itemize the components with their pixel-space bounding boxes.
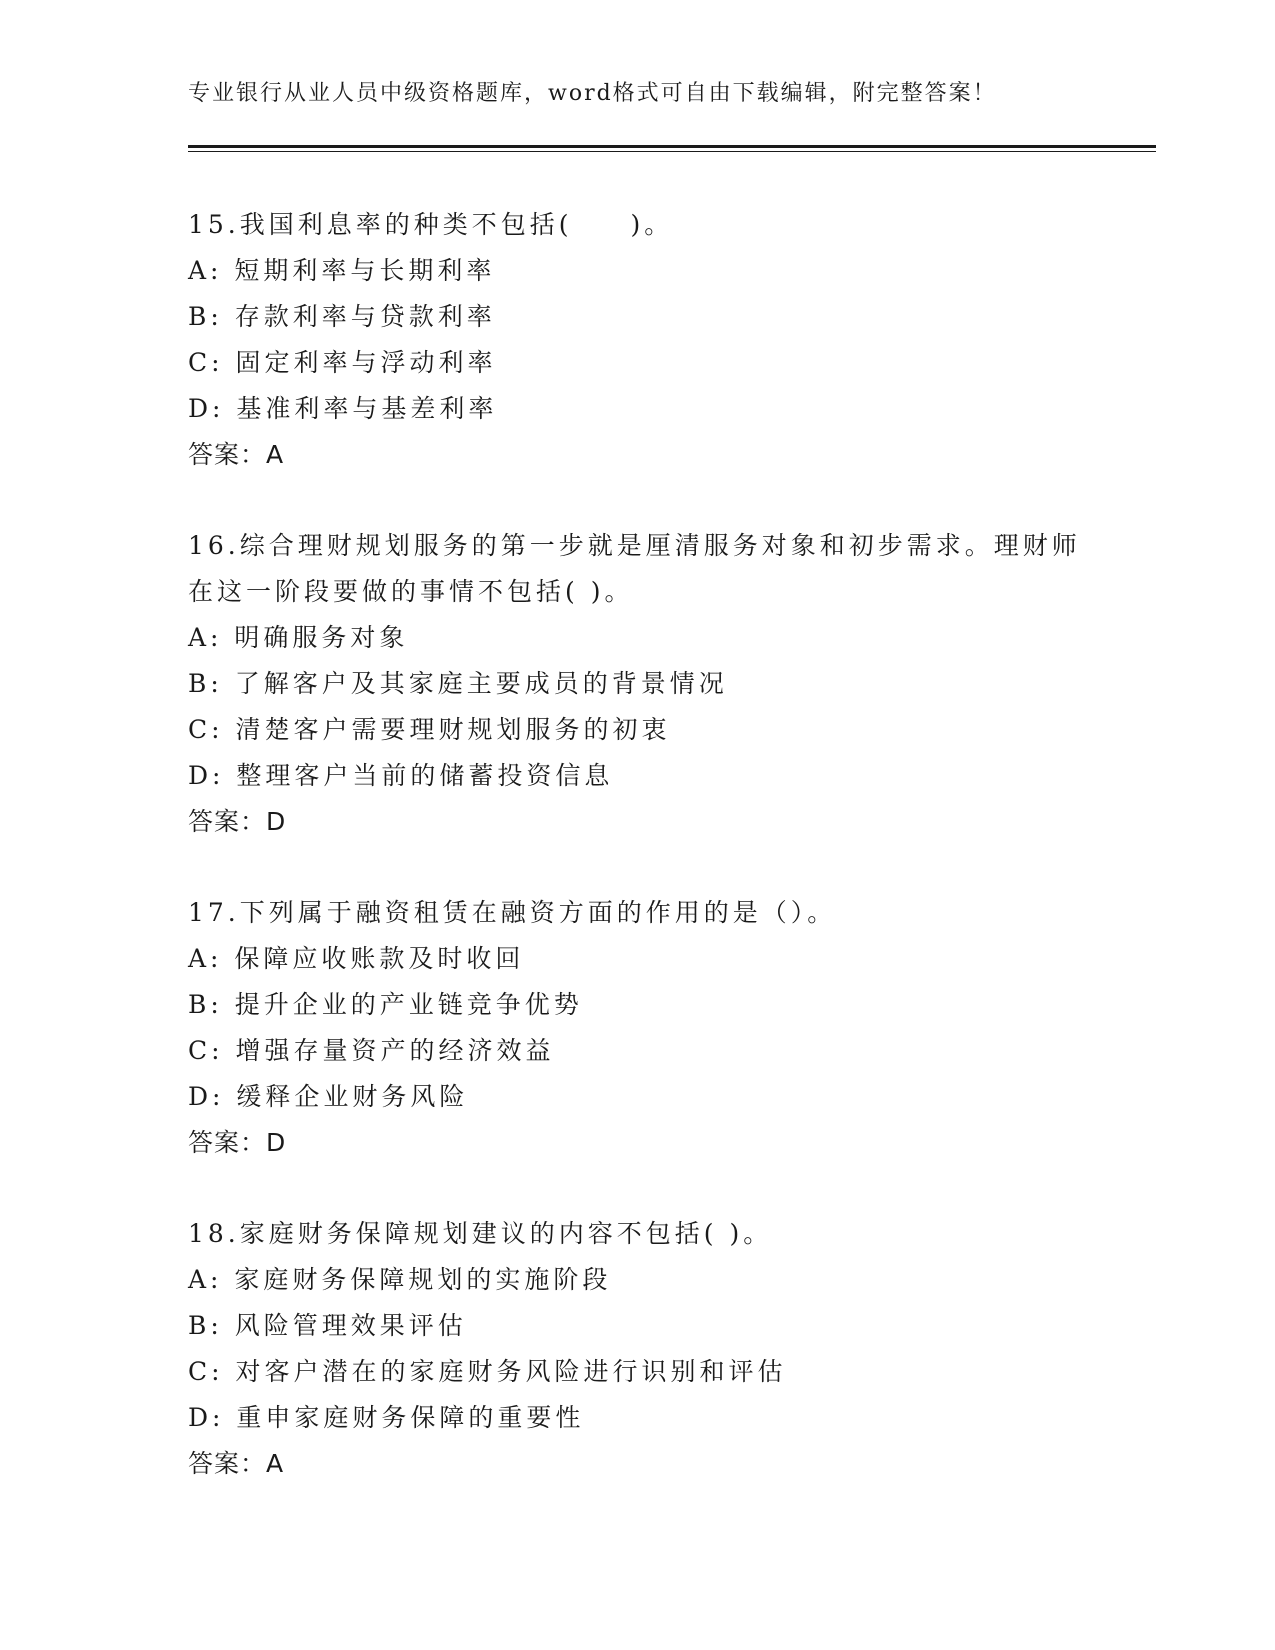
- question-stem: 16.综合理财规划服务的第一步就是厘清服务对象和初步需求。理财师: [188, 531, 1081, 560]
- option-b: B: 提升企业的产业链竞争优势: [188, 990, 583, 1019]
- question-15: [188, 202, 1088, 478]
- question-stem: 15.我国利息率的种类不包括( )。: [188, 210, 674, 239]
- option-b: B: 存款利率与贷款利率: [188, 302, 496, 331]
- option-d: D: 整理客户当前的储蓄投资信息: [188, 761, 614, 790]
- option-c: C: 增强存量资产的经济效益: [188, 1036, 555, 1065]
- answer-line: 答案：D: [188, 1128, 287, 1157]
- question-stem: 17.下列属于融资租赁在融资方面的作用的是（）。: [188, 898, 837, 927]
- option-b: B: 了解客户及其家庭主要成员的背景情况: [188, 669, 728, 698]
- option-a: A: 保障应收账款及时收回: [188, 944, 525, 973]
- header-divider: [188, 145, 1156, 152]
- option-d: D: 重申家庭财务保障的重要性: [188, 1403, 585, 1432]
- option-d: D: 缓释企业财务风险: [188, 1082, 469, 1111]
- option-a: A: 家庭财务保障规划的实施阶段: [188, 1265, 612, 1294]
- option-c: C: 对客户潜在的家庭财务风险进行识别和评估: [188, 1357, 787, 1386]
- question-17: [188, 890, 1088, 1166]
- answer-line: 答案：A: [188, 1449, 285, 1478]
- question-stem: 18.家庭财务保障规划建议的内容不包括( )。: [188, 1219, 773, 1248]
- option-d: D: 基准利率与基差利率: [188, 394, 498, 423]
- option-c: C: 清楚客户需要理财规划服务的初衷: [188, 715, 671, 744]
- option-a: A: 短期利率与长期利率: [188, 256, 496, 285]
- question-16: [188, 523, 1088, 845]
- answer-line: 答案：D: [188, 807, 287, 836]
- answer-line: 答案：A: [188, 440, 285, 469]
- page-header-title: 专业银行从业人员中级资格题库，word格式可自由下载编辑，附完整答案！: [188, 81, 997, 106]
- option-a: A: 明确服务对象: [188, 623, 409, 652]
- question-stem-continued: 在这一阶段要做的事情不包括( )。: [188, 577, 634, 606]
- question-18: [188, 1211, 1088, 1487]
- option-b: B: 风险管理效果评估: [188, 1311, 467, 1340]
- option-c: C: 固定利率与浮动利率: [188, 348, 497, 377]
- question-list: [188, 202, 1088, 1532]
